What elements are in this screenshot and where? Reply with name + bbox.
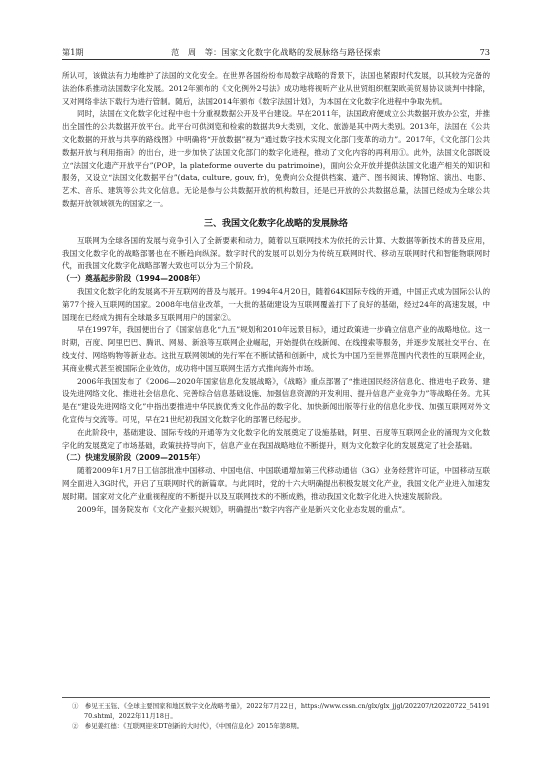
article-running-title: 范 周 等：国家文化数字化战略的发展脉络与路径探索 (171, 47, 381, 57)
paragraph: 2006年我国发布了《2006—2020年国家信息化发展战略》，《战略》重点部署了“推进国民经济信息化、推进电子政务、建设先进网络文化、推进社会信息化、完善综合信息基础设施、加强信息资源的开发利用、提升信息产业竞争力”等战略任务。尤其是在“建设先进网络文化”中指出要推进中华民族优秀文化作品的数字化、加快新闻出版等行业的信息化步伐、加强互联网对外文化宣传与交流等。可见，早在21世纪初我国文化数字化的部署已经起步。 (62, 376, 490, 424)
footnote: ② 参见姜红德：《互联网迎来DT创新的大时代》，《中国信息化》2015年第8期。 (72, 722, 304, 730)
paragraph: 互联网为全球各国的发展与竞争引入了全新要素和动力，随着以互联网技术为依托的云计算、大数据等新技术的普及应用，我国文化数字化的战略部署也在不断趋向纵深。数字时代的发展可以划分为传统互联网时代、移动互联网时代和智能物联网时代，而我国文化数字化战略部署大致也可以分为三个阶段。 (62, 235, 490, 271)
page-number: 73 (479, 47, 490, 57)
footnotes (62, 697, 490, 731)
issue-label: 第1期 (62, 47, 84, 57)
footnote: ① 参见王玉钰、《全球主要国家和地区数字文化战略考量》，2022年7月22日，https://www.cssn.cn/glx/glx_jjgl/202207/t20220722_5419170.shtml，2022年11月18日。 (72, 702, 490, 720)
paragraph: 在此阶段中，基础建设、国际专线的开通等为文化数字化的发展奠定了设施基础，阿里、百度等互联网企业的涌现为文化数字化的发展奠定了市场基础，政策扶持导向下，信息产业在我国战略地位不断提升，则为文化数字化的发展奠定了社会基础。 (62, 427, 490, 450)
paragraph: 随着2009年1月7日工信部批准中国移动、中国电信、中国联通增加第三代移动通信（3G）业务经营许可证，中国移动互联网全面进入3G时代，开启了互联网时代的新篇章。与此同时，党的十六大明确提出积极发展文化产业，我国文化产业进入加速发展时期。国家对文化产业重视程度的不断提升以及互联网技术的不断成熟，推动我国文化数字化进入快速发展阶段。 (62, 466, 490, 501)
paragraph: 2009年，国务院发布《文化产业振兴规划》，明确提出“数字内容产业是新兴文化业态发展的重点”。 (77, 504, 410, 514)
article-body (62, 70, 490, 516)
paragraph: 同时，法国在文化数字化过程中也十分重视数据公开及平台建设。早在2011年，法国政府便成立公共数据开放办公室，并推出全国性的公共数据开放平台。此平台可供浏览和检索的数据共9大类别，文化、旅游是其中两大类别。2013年，法国在《公共文化数据的开放与共享的路线图》中明确将“开放数据”视为“通过数字技术实现文化部门变革的动力”。2017年，《文化部门公共数据开放与利用指南》的出台，进一步加快了法国文化部门的数字化进程，推动了文化内容的再利用①。此外，法国文化部既设立“法国文化遗产开放平台”(POP，la plateforme ouverte du patrimoine)，面向公众开放并提供法国文化遗产相关的知识和服务，又设立“法国文化数据平台”(data, culture, gouv, fr)，免费向公众提供档案、遗产、图书阅读、博物馆、演出、电影、艺术、音乐、建筑等公共文化信息。无论是参与公共数据开放的机构数目，还是已开放的公共数据总量，法国已经成为全球公共数据开放领域领先的国家之一。 (62, 109, 490, 208)
paragraph: 所认可，该做法有力地维护了法国的文化安全。在世界各国纷纷布局数字战略的背景下，法国也紧跟时代发展，以其较为完备的法治体系推动法国数字化发展。2012年颁布的《文化例外2号法》成功地将视听产业从世贸组织框架欧美贸易协议谈判中排除，又对网络非法下载行为进行管制。随后，法国2014年颁布《数字法国计划》，为本国在文化数字化进程中争取先机。 (62, 71, 490, 106)
subsection-heading: （二）快速发展阶段（2009—2015年） (62, 453, 205, 463)
subsection-heading: （一）奠基起步阶段（1994—2008年） (62, 274, 205, 284)
section-heading: 三、我国文化数字化战略的发展脉络 (203, 218, 348, 229)
running-header (62, 44, 490, 60)
paragraph: 早在1997年，我国便出台了《国家信息化“九五”规划和2010年远景目标》，通过政策进一步确立信息产业的战略地位。这一时期，百度、阿里巴巴、腾讯、网易、新浪等互联网企业崛起，开始提供在线新闻、在线搜索等服务，并逐步发展社交平台、在线支付、网络购物等新业态。这批互联网领域的先行军在不断试错和创新中，成长为中国乃至世界范围内代表性的互联网企业，其商业模式甚至被国际企业效仿，成功将中国互联网生活方式推向海外市场。 (62, 325, 490, 373)
paragraph: 我国文化数字化的发展离不开互联网的普及与展开。1994年4月20日，随着64K国际专线的开通，中国正式成为国际公认的第77个接入互联网的国家。2008年电信业改革，一大批的基础建设为互联网覆盖打下了良好的基础，经过24年的高速发展，中国现在已经成为拥有全球最多互联网用户的国家②。 (62, 286, 490, 322)
